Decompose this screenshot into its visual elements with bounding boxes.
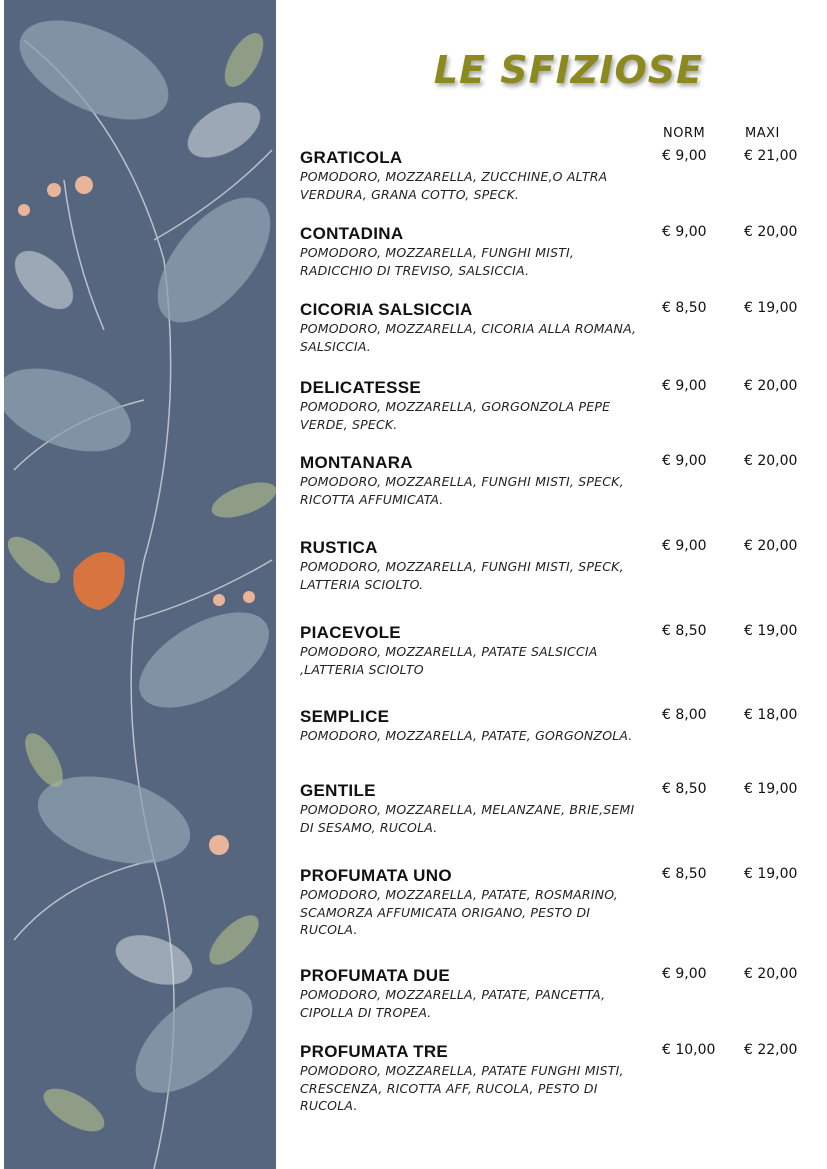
price-norm: € 8,50: [662, 623, 707, 639]
item-description: POMODORO, MOZZARELLA, FUNGHI MISTI, SPECK, LATTERIA SCIOLTO.: [300, 559, 624, 592]
menu-item: [300, 707, 810, 745]
menu-item: [300, 781, 810, 836]
item-name: DELICATESSE: [300, 378, 422, 397]
item-description: POMODORO, MOZZARELLA, MELANZANE, BRIE,SEMI DI SESAMO, RUCOLA.: [300, 802, 635, 835]
price-norm: € 9,00: [662, 538, 707, 554]
item-description: POMODORO, MOZZARELLA, FUNGHI MISTI, SPECK, RICOTTA AFFUMICATA.: [300, 474, 624, 507]
price-norm: € 9,00: [662, 378, 707, 394]
price-norm: € 9,00: [662, 224, 707, 240]
item-description: POMODORO, MOZZARELLA, ZUCCHINE,O ALTRA VERDURA, GRANA COTTO, SPECK.: [300, 169, 608, 202]
menu-item: [300, 224, 810, 279]
price-maxi: € 20,00: [744, 966, 798, 982]
item-name: PROFUMATA TRE: [300, 1042, 449, 1061]
menu-item: [300, 453, 810, 508]
price-norm: € 8,50: [662, 866, 707, 882]
price-norm: € 9,00: [662, 148, 707, 164]
item-description: POMODORO, MOZZARELLA, FUNGHI MISTI, RADICCHIO DI TREVISO, SALSICCIA.: [300, 245, 575, 278]
price-norm: € 8,00: [662, 707, 707, 723]
price-maxi: € 21,00: [744, 148, 798, 164]
item-description: POMODORO, MOZZARELLA, PATATE, PANCETTA, CIPOLLA DI TROPEA.: [300, 987, 606, 1020]
price-maxi: € 20,00: [744, 538, 798, 554]
price-maxi: € 19,00: [744, 781, 798, 797]
price-norm: € 8,50: [662, 300, 707, 316]
price-maxi: € 20,00: [744, 378, 798, 394]
menu-item: [300, 378, 810, 433]
item-description: POMODORO, MOZZARELLA, PATATE SALSICCIA ,LATTERIA SCIOLTO: [300, 644, 598, 677]
price-maxi: € 18,00: [744, 707, 798, 723]
item-name: SEMPLICE: [300, 707, 390, 726]
column-header-norm: NORM: [663, 126, 706, 141]
floral-decoration-panel: [4, 0, 276, 1169]
item-description: POMODORO, MOZZARELLA, PATATE, GORGONZOLA.: [300, 728, 633, 743]
price-maxi: € 20,00: [744, 224, 798, 240]
item-name: CONTADINA: [300, 224, 404, 243]
item-name: PROFUMATA UNO: [300, 866, 452, 885]
menu-item: [300, 623, 810, 678]
item-description: POMODORO, MOZZARELLA, CICORIA ALLA ROMANA, SALSICCIA.: [300, 321, 637, 354]
price-norm: € 9,00: [662, 453, 707, 469]
item-name: MONTANARA: [300, 453, 413, 472]
price-maxi: € 19,00: [744, 866, 798, 882]
price-norm: € 8,50: [662, 781, 707, 797]
item-name: RUSTICA: [300, 538, 378, 557]
menu-item: [300, 300, 810, 355]
price-maxi: € 19,00: [744, 300, 798, 316]
menu-item: [300, 1042, 810, 1115]
menu-item: [300, 966, 810, 1021]
item-name: GENTILE: [300, 781, 376, 800]
menu-item: [300, 866, 810, 939]
price-maxi: € 19,00: [744, 623, 798, 639]
item-name: PIACEVOLE: [300, 623, 401, 642]
floral-pattern-illustration: [4, 0, 276, 1169]
item-description: POMODORO, MOZZARELLA, GORGONZOLA PEPE VERDE, SPECK.: [300, 399, 611, 432]
price-norm: € 10,00: [662, 1042, 716, 1058]
price-norm: € 9,00: [662, 966, 707, 982]
item-name: PROFUMATA DUE: [300, 966, 450, 985]
item-description: POMODORO, MOZZARELLA, PATATE FUNGHI MISTI, CRESCENZA, RICOTTA AFF, RUCOLA, PESTO DI RUCOLA.: [300, 1063, 624, 1113]
menu-item: [300, 538, 810, 593]
menu-item: [300, 148, 810, 203]
column-header-maxi: MAXI: [745, 126, 780, 141]
page-title: LE SFIZIOSE: [433, 48, 704, 92]
price-maxi: € 22,00: [744, 1042, 798, 1058]
item-name: GRATICOLA: [300, 148, 403, 167]
item-description: POMODORO, MOZZARELLA, PATATE, ROSMARINO, SCAMORZA AFFUMICATA ORIGANO, PESTO DI RUCOLA.: [300, 887, 618, 937]
item-name: CICORIA SALSICCIA: [300, 300, 473, 319]
price-maxi: € 20,00: [744, 453, 798, 469]
